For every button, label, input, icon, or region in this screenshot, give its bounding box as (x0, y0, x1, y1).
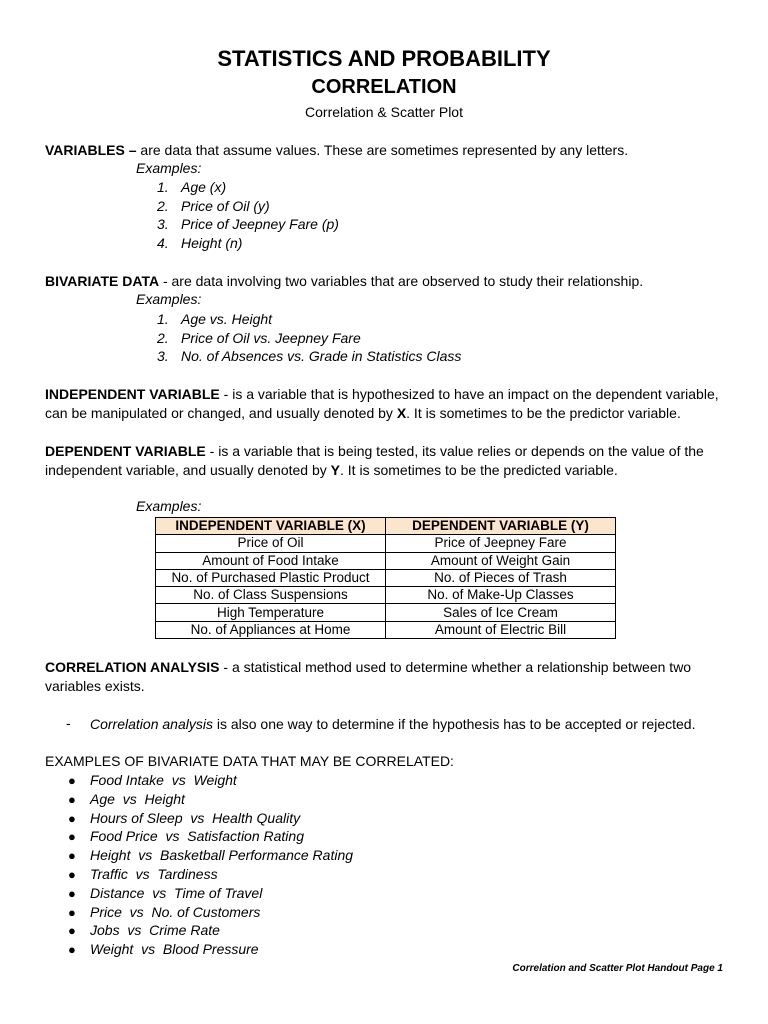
variables-table (155, 517, 616, 639)
variables-examples-list (157, 178, 339, 253)
table-cell: No. of Purchased Plastic Product (156, 569, 386, 586)
variables-definition (45, 141, 725, 160)
table-header-row (156, 518, 616, 535)
correlation-note-text: is also one way to determine if the hypothesis has to be accepted or rejected. (212, 716, 696, 732)
bivariate-term: BIVARIATE DATA (45, 273, 160, 289)
list-item: 3. No. of Absences vs. Grade in Statistics Class (157, 348, 462, 365)
variables-examples-label: Examples: (136, 160, 202, 176)
table-cell: No. of Make-Up Classes (386, 587, 616, 604)
table-row (156, 552, 616, 569)
dependent-text: - is a variable that is being tested, its value relies or depends on the value of the independent variable, and usually denoted by (45, 443, 704, 478)
correlation-note-italic: Correlation analysis (90, 716, 213, 732)
independent-text: - is a variable that is hypothesized to have an impact on the dependent variable, can be manipulated or changed, and usually denoted by (45, 386, 719, 421)
list-item: ● Hours of Sleep vs Health Quality (68, 809, 301, 826)
dependent-text-end: . It is sometimes to be the predicted variable. (340, 462, 618, 478)
examples-heading: EXAMPLES OF BIVARIATE DATA THAT MAY BE CORRELATED: (45, 753, 454, 769)
table-cell: Amount of Electric Bill (386, 621, 616, 638)
table-cell: Price of Oil (156, 535, 386, 552)
list-item: ● Jobs vs Crime Rate (68, 922, 220, 939)
table-row (156, 535, 616, 552)
list-item: 2. Price of Oil vs. Jeepney Fare (157, 329, 361, 346)
note-dash: - (66, 715, 71, 731)
page-subtitle: CORRELATION (311, 76, 457, 98)
bivariate-examples-list (157, 310, 461, 366)
list-item: 4. Height (n) (157, 235, 243, 252)
dependent-symbol: Y (330, 462, 341, 478)
correlation-definition (45, 658, 725, 696)
variables-term: VARIABLES – (45, 142, 137, 158)
correlated-examples-list (68, 771, 353, 959)
table-cell: Amount of Weight Gain (386, 552, 616, 569)
list-item: ● Weight vs Blood Pressure (68, 941, 259, 958)
independent-definition (45, 385, 725, 423)
correlation-text: - a statistical method used to determine whether a relationship between two variables exists. (45, 659, 692, 694)
table-row (156, 587, 616, 604)
dependent-term: DEPENDENT VARIABLE (45, 443, 206, 459)
independent-text-end: . It is sometimes to be the predictor variable. (406, 405, 681, 421)
table-cell: No. of Appliances at Home (156, 621, 386, 638)
table-cell: High Temperature (156, 604, 386, 621)
page-title: STATISTICS AND PROBABILITY (217, 46, 551, 71)
table-row (156, 621, 616, 638)
table-examples-label: Examples: (136, 498, 202, 514)
table-cell: Price of Jeepney Fare (386, 535, 616, 552)
table-cell: Sales of Ice Cream (386, 604, 616, 621)
list-item: ● Height vs Basketball Performance Rating (68, 847, 354, 864)
dependent-column-header: DEPENDENT VARIABLE (Y) (386, 518, 616, 535)
table-cell: Amount of Food Intake (156, 552, 386, 569)
page-caption: Correlation & Scatter Plot (305, 104, 463, 120)
page-footer: Correlation and Scatter Plot Handout Page 1 (512, 963, 723, 974)
variables-text: are data that assume values. These are sometimes represented by any letters. (136, 142, 629, 158)
dependent-definition (45, 442, 725, 480)
independent-term: INDEPENDENT VARIABLE (45, 386, 220, 402)
list-item: ● Distance vs Time of Travel (68, 884, 263, 901)
bivariate-definition (45, 272, 725, 291)
list-item: ● Price vs No. of Customers (68, 903, 261, 920)
list-item: ● Traffic vs Tardiness (68, 865, 218, 882)
table-cell: No. of Class Suspensions (156, 587, 386, 604)
list-item: 3. Price of Jeepney Fare (p) (157, 216, 339, 233)
table-cell: No. of Pieces of Trash (386, 569, 616, 586)
bivariate-text: - are data involving two variables that are observed to study their relationship. (159, 273, 644, 289)
list-item: 1. Age vs. Height (157, 311, 273, 327)
independent-column-header: INDEPENDENT VARIABLE (X) (156, 518, 386, 535)
list-item: 2. Price of Oil (y) (157, 197, 270, 214)
list-item: 1. Age (x) (157, 179, 227, 195)
list-item: ● Food Price vs Satisfaction Rating (68, 828, 304, 845)
table-row (156, 604, 616, 621)
bivariate-examples-label: Examples: (136, 291, 202, 307)
table-row (156, 569, 616, 586)
independent-symbol: X (396, 405, 407, 421)
correlation-note (90, 715, 730, 734)
list-item: ● Food Intake vs Weight (68, 772, 237, 788)
correlation-term: CORRELATION ANALYSIS (45, 659, 220, 675)
list-item: ● Age vs Height (68, 790, 185, 807)
